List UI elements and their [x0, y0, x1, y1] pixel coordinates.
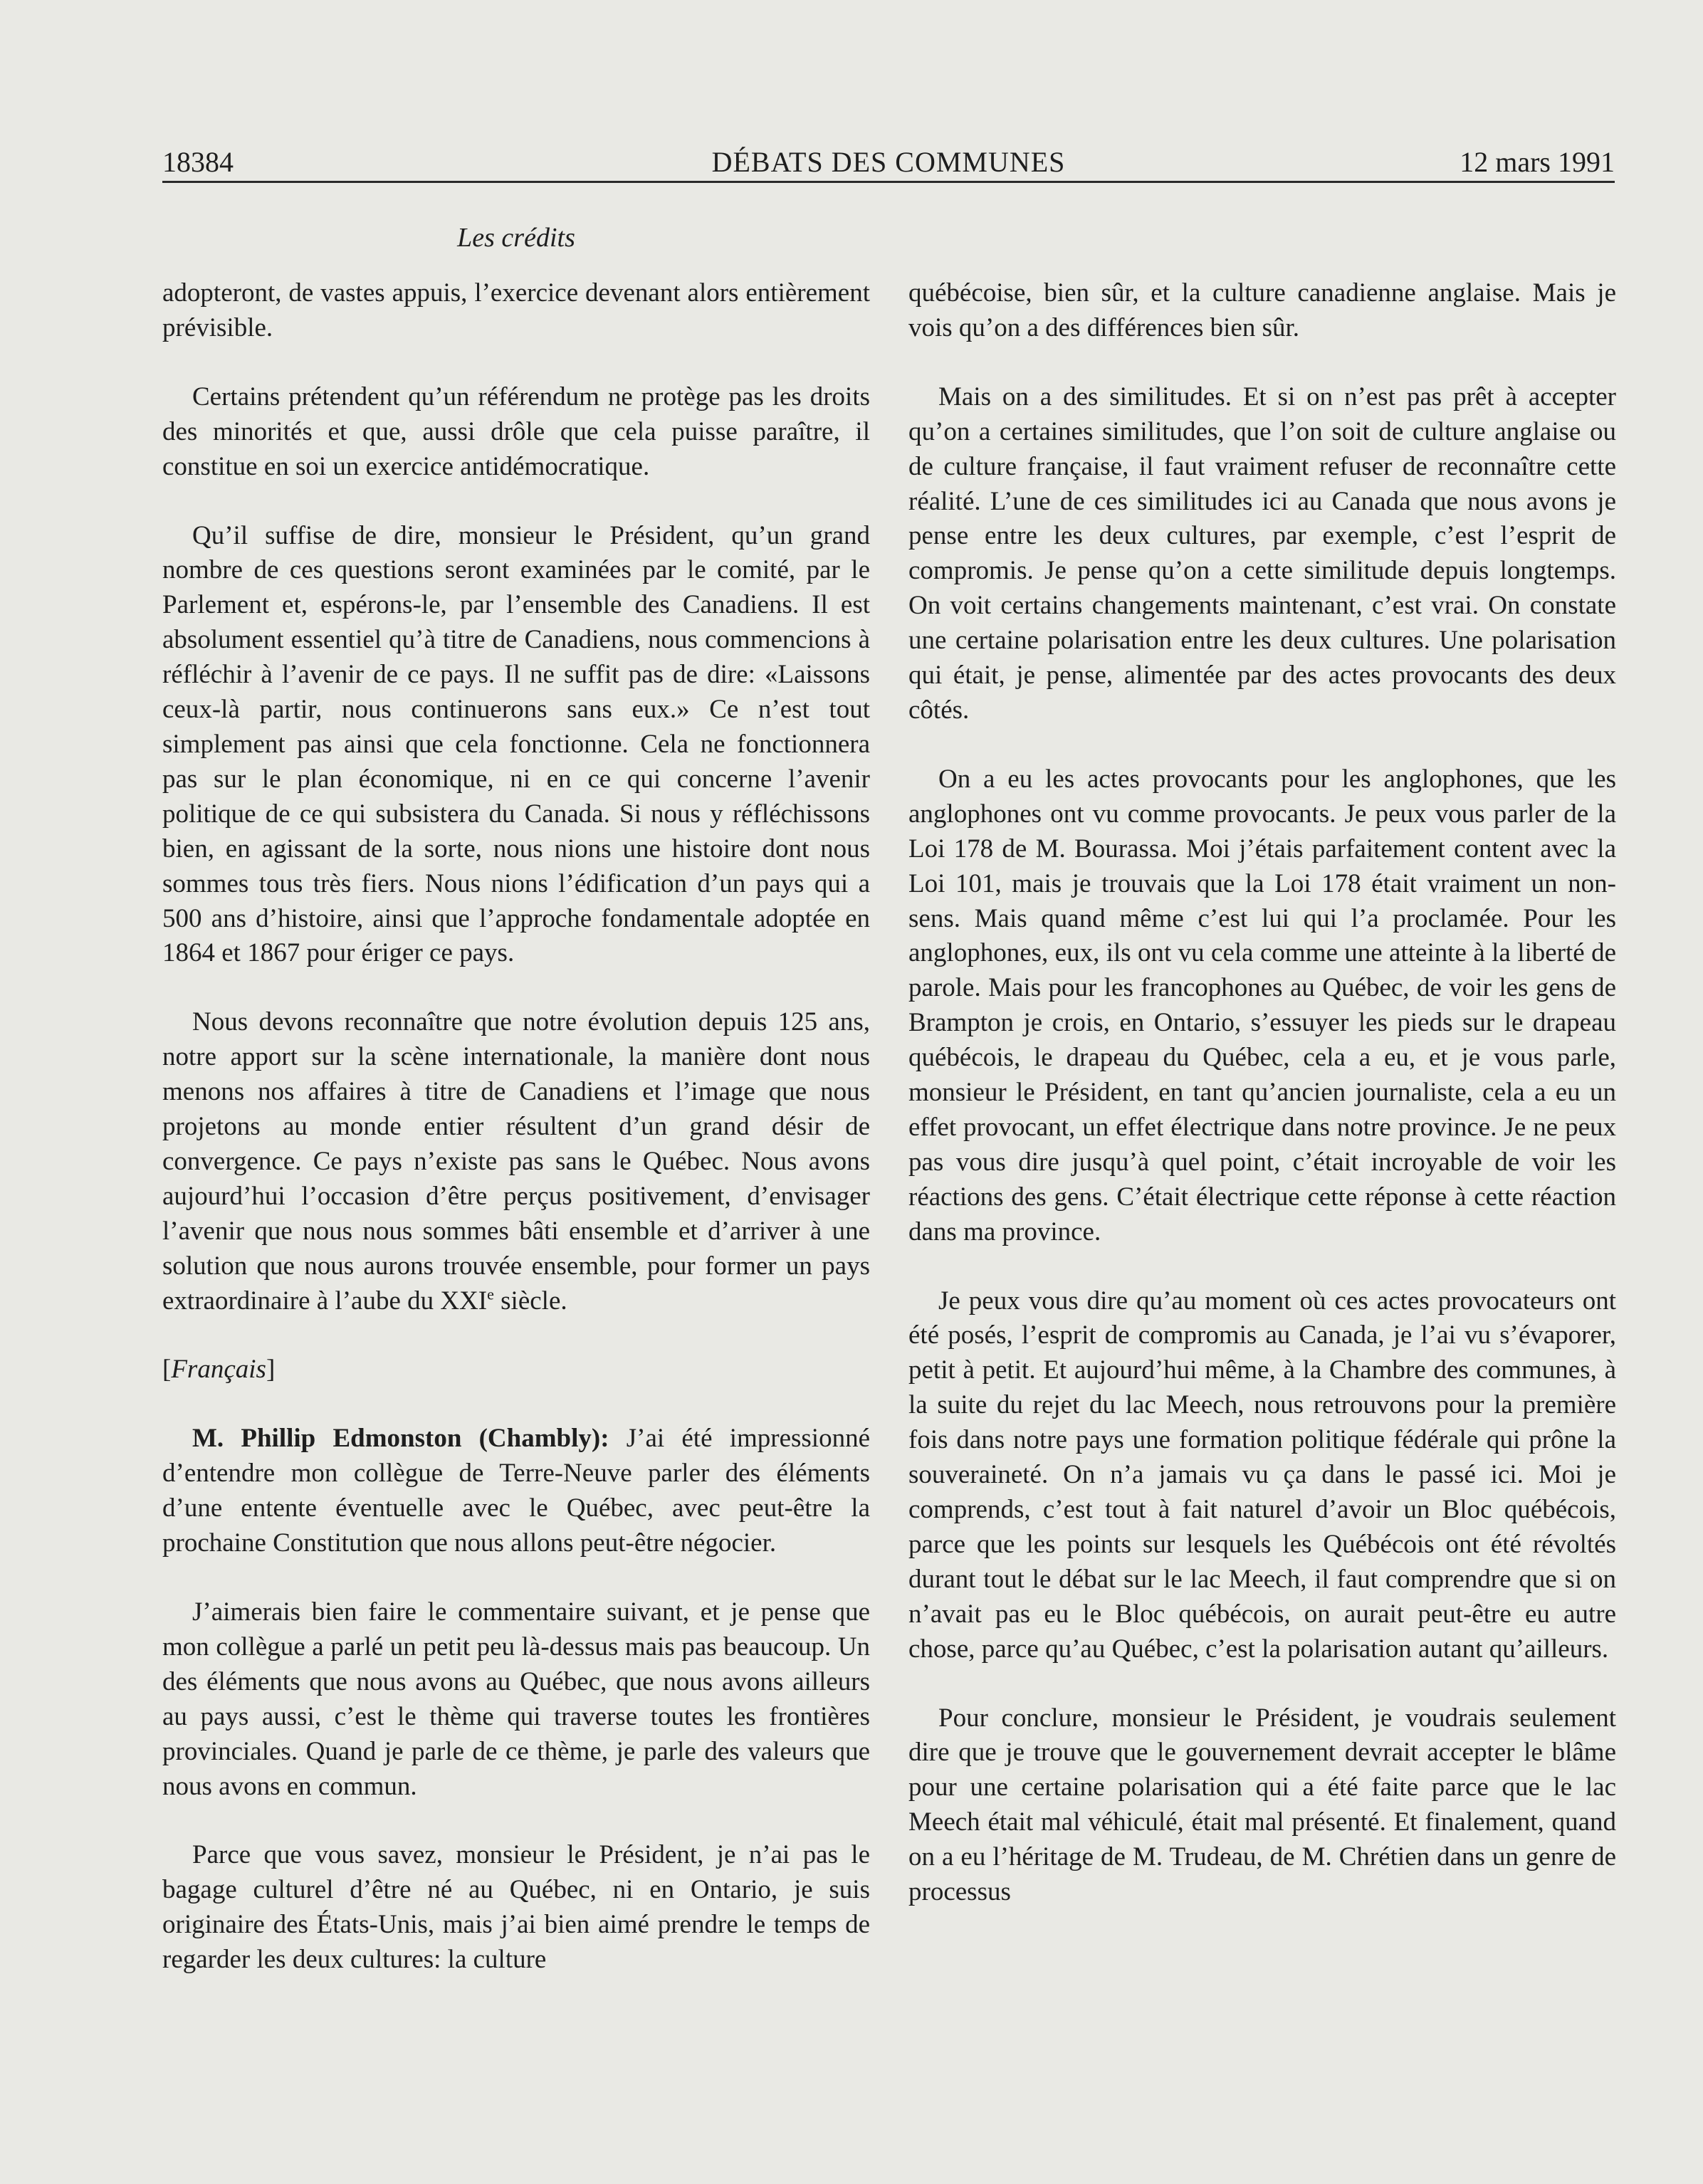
- paragraph: J’aimerais bien faire le commentaire suivant, et je pense que mon collègue a parlé un petit peu là-dessus mais pas beaucoup. Un des éléments que nous avons au Québec, que nous avons ailleurs au pays aussi, c’est le thème qui traverse toutes les frontières provinciales. Quand je parle de ce thème, je parle des valeurs que nous avons en commun.: [162, 1597, 870, 1801]
- page-number: 18384: [162, 146, 234, 178]
- paragraph: Mais on a des similitudes. Et si on n’est pas prêt à accepter qu’on a certaines similitudes, que l’on soit de culture anglaise ou de culture française, il faut vraiment refuser de reconnaître cette réalité. L’une de ces similitudes ici au Canada que nous avons je pense entre les deux cultures, par exemple, c’est l’esprit de compromis. Je pense qu’on a cette similitude depuis longtemps. On voit certains changements maintenant, c’est vrai. On constate une certaine polarisation entre les deux cultures. Une polarisation qui était, je pense, alimentée par des actes provocants des deux côtés.: [908, 382, 1616, 725]
- paragraph: Qu’il suffise de dire, monsieur le Président, qu’un grand nombre de ces questions seront examinées par le comité, par le Parlement et, espérons-le, par l’ensemble des Canadiens. Il est absolument essentiel qu’à titre de Canadiens, nous commencions à réfléchir à l’avenir de ce pays. Il ne suffit pas de dire: «Laissons ceux-là partir, nous continuerons sans eux.» Ce n’est tout simplement pas ainsi que cela fonctionne. Cela ne fonctionnera pas sur le plan économique, ni en ce qui concerne l’avenir politique de ce qui subsistera du Canada. Si nous y réfléchissons bien, en agissant de la sorte, nous nions une histoire dont nous sommes tous très fiers. Nous nions l’édification d’un pays qui a 500 ans d’histoire, ainsi que l’approche fondamentale adoptée en 1864 et 1867 pour ériger ce pays.: [162, 520, 870, 968]
- publication-title: DÉBATS DES COMMUNES: [711, 146, 1066, 178]
- bracket-close: ]: [266, 1355, 276, 1385]
- paragraph: Je peux vous dire qu’au moment où ces actes provocateurs ont été posés, l’esprit de compromis au Canada, je l’ai vu s’évaporer, petit à petit. Et aujourd’hui même, à la Chambre des communes, à la suite du rejet du lac Meech, nous retrouvons pour la première fois dans notre pays une formation politique fédérale qui prône la souveraineté. On n’a jamais vu ça dans le passé ici. Moi je comprends, c’est tout à fait naturel d’avoir un Bloc québécois, parce que les points sur lesquels les Québécois ont été révoltés durant tout le débat sur le lac Meech, il faut comprendre que si on n’avait pas eu le Bloc québécois, on aurait peut-être eu autre chose, parce qu’au Québec, c’est la polarisation autant qu’ailleurs.: [908, 1286, 1616, 1664]
- paragraph: Certains prétendent qu’un référendum ne protège pas les droits des minorités et que, aussi drôle que cela puisse paraître, il constitue en soi un exercice antidémocratique.: [162, 382, 870, 481]
- paragraph: Pour conclure, monsieur le Président, je voudrais seulement dire que je trouve que le gouvernement devrait accepter le blâme pour une certaine polarisation qui a été faite parce que le lac Meech était mal véhiculé, était mal présenté. Et finalement, quand on a eu l’héritage de M. Trudeau, de M. Chrétien dans un genre de processus: [908, 1703, 1616, 1907]
- left-column: [162, 276, 870, 2012]
- speech-paragraph: [162, 1422, 870, 1561]
- sitting-date: 12 mars 1991: [1460, 146, 1615, 178]
- paragraph-text-end: siècle.: [493, 1286, 567, 1316]
- right-column: [908, 276, 1616, 1944]
- speaker-name: M. Phillip Edmonston (Chambly):: [192, 1424, 609, 1454]
- paragraph: Parce que vous savez, monsieur le Président, je n’ai pas le bagage culturel d’être né au Québec, ni en Ontario, je suis originaire des États-Unis, mais j’ai bien aimé prendre le temps de regarder les deux cultures: la culture: [162, 1840, 870, 1975]
- bracket-open: [: [162, 1355, 172, 1385]
- language-name: Français: [171, 1355, 266, 1385]
- page-header: [162, 142, 1615, 183]
- section-rubric: Les crédits: [457, 223, 575, 253]
- paragraph: On a eu les actes provocants pour les anglophones, que les anglophones ont vu comme provocants. Je peux vous parler de la Loi 178 de M. Bourassa. Moi j’étais parfaitement content avec la Loi 101, mais je trouvais que la Loi 178 était vraiment un non-sens. Mais quand même c’est lui qui l’a proclamée. Pour les anglophones, eux, ils ont vu cela comme une atteinte à la liberté de parole. Mais pour les francophones au Québec, de voir les gens de Brampton je crois, en Ontario, s’essuyer les pieds sur le drapeau québécois, le drapeau du Québec, cela a eu, et je vous parle, monsieur le Président, en tant qu’ancien journaliste, cela a eu un effet provocant, un effet électrique dans notre province. Je ne peux pas vous dire jusqu’à quel point, c’était incroyable de voir les réactions des gens. C’était électrique cette réponse à cette réaction dans ma province.: [908, 764, 1616, 1246]
- superscript: e: [487, 1285, 494, 1303]
- paragraph: [162, 1005, 870, 1318]
- paragraph-text: Nous devons reconnaître que notre évolution depuis 125 ans, notre apport sur la scène internationale, la manière dont nous menons nos affaires à titre de Canadiens et l’image que nous projetons au monde entier résultent d’un grand désir de convergence. Ce pays n’existe pas sans le Québec. Nous avons aujourd’hui l’occasion d’être perçus positivement, d’envisager l’avenir que nous nous sommes bâti ensemble et d’arriver à une solution que nous aurons trouvée ensemble, pour former un pays extraordinaire à l’aube du XXI: [162, 1007, 870, 1316]
- paragraph: adopteront, de vastes appuis, l’exercice devenant alors entièrement prévisible.: [162, 278, 870, 342]
- speech-text: J’ai été impressionné d’entendre mon collègue de Terre-Neuve parler des éléments d’une entente éventuelle avec le Québec, avec peut-être la prochaine Constitution que nous allons peut-être négocier.: [162, 1424, 870, 1558]
- language-marker: [162, 1353, 870, 1387]
- paragraph: québécoise, bien sûr, et la culture canadienne anglaise. Mais je vois qu’on a des différences bien sûr.: [908, 278, 1616, 342]
